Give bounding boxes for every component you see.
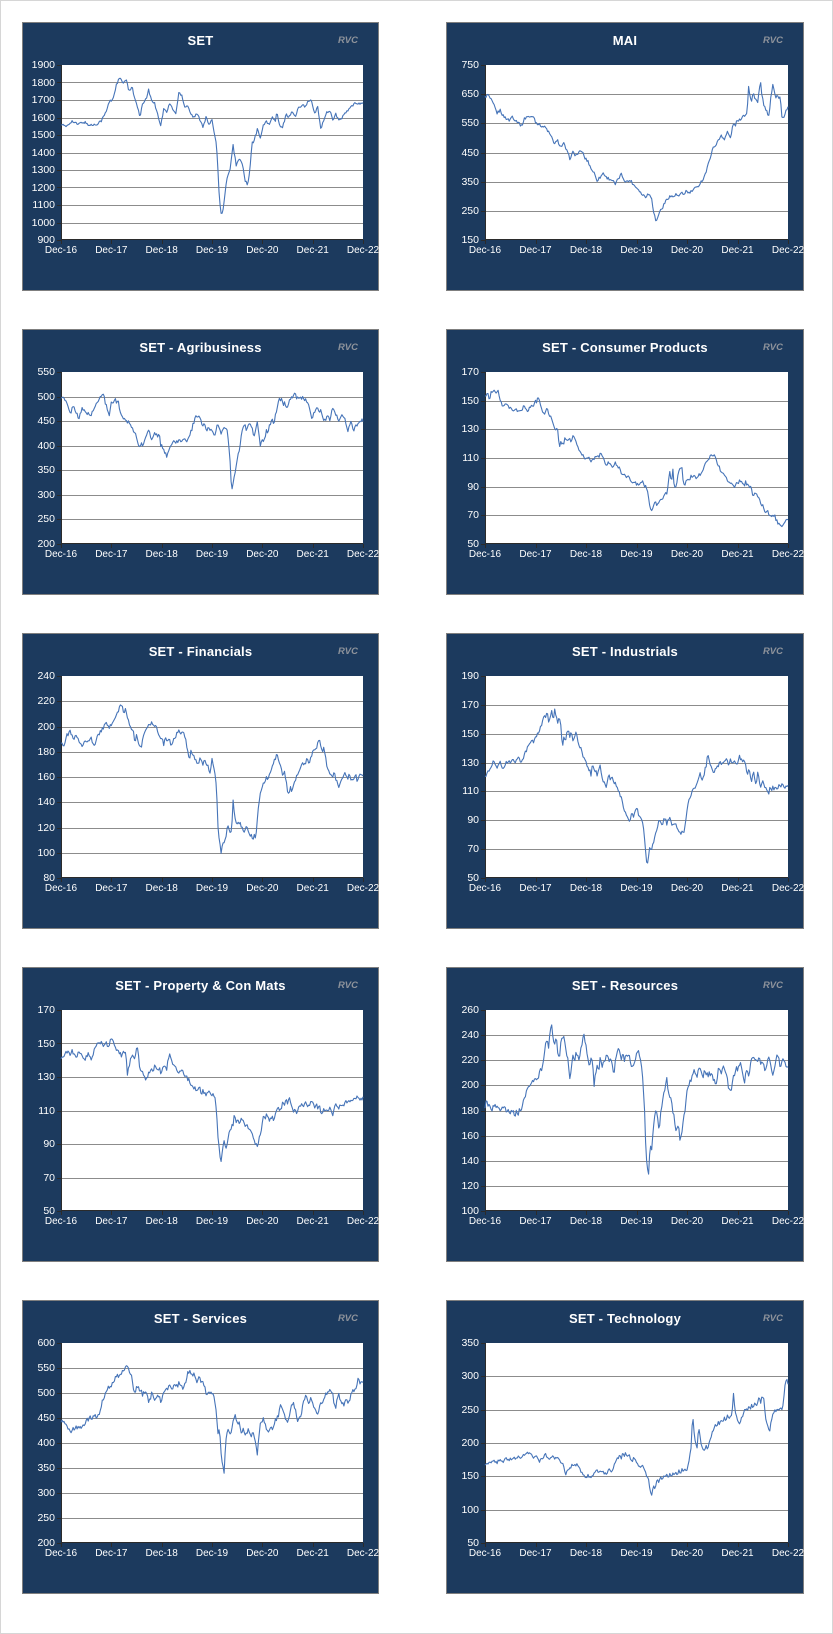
x-tick-label: Dec-18 xyxy=(569,1216,603,1227)
chart-panel xyxy=(446,967,804,1262)
y-tick-label: 750 xyxy=(461,59,479,71)
y-tick-label: 130 xyxy=(37,1071,55,1083)
y-tick-label: 190 xyxy=(461,670,479,682)
y-tick-label: 300 xyxy=(37,1487,55,1499)
x-tick-label: Dec-18 xyxy=(569,245,603,256)
y-tick-label: 550 xyxy=(37,366,55,378)
line-chart-svg xyxy=(61,1010,363,1211)
x-tick-label: Dec-20 xyxy=(246,549,279,560)
watermark-rvc: RVC xyxy=(337,35,358,46)
x-tick-label: Dec-18 xyxy=(145,245,178,256)
y-tick-label: 110 xyxy=(462,452,479,464)
y-tick-label: 50 xyxy=(43,1205,55,1217)
y-tick-label: 120 xyxy=(37,821,55,834)
x-tick-label: Dec-16 xyxy=(44,245,78,256)
chart-panel xyxy=(446,22,804,291)
y-tick-label: 200 xyxy=(461,1079,479,1092)
x-tick-label: Dec-20 xyxy=(246,245,279,256)
plot-background xyxy=(61,1010,363,1211)
y-tick-label: 200 xyxy=(37,720,55,733)
y-tick-label: 1600 xyxy=(31,111,55,124)
x-tick-label: Dec-17 xyxy=(519,245,552,256)
y-tick-label: 1400 xyxy=(31,146,55,159)
x-tick-label: Dec-20 xyxy=(670,549,704,560)
y-tick-label: 110 xyxy=(462,785,479,798)
x-tick-label: Dec-20 xyxy=(670,1216,704,1227)
line-chart-svg xyxy=(485,1343,788,1543)
y-tick-label: 150 xyxy=(461,727,479,740)
x-tick-label: Dec-20 xyxy=(670,245,704,256)
x-tick-label: Dec-16 xyxy=(44,1548,78,1559)
x-tick-label: Dec-17 xyxy=(95,245,128,256)
y-tick-label: 150 xyxy=(461,1470,479,1483)
y-tick-label: 350 xyxy=(461,175,479,188)
x-tick-label: Dec-21 xyxy=(721,245,754,256)
x-tick-label: Dec-21 xyxy=(721,549,754,560)
plot-background xyxy=(61,65,363,240)
x-tick-label: Dec-20 xyxy=(246,883,279,894)
y-tick-label: 140 xyxy=(37,796,55,809)
plot-background xyxy=(485,65,788,240)
y-tick-label: 260 xyxy=(461,1004,479,1016)
chart-title: SET - Resources xyxy=(571,978,679,993)
y-tick-label: 90 xyxy=(467,480,479,493)
y-tick-label: 500 xyxy=(37,390,55,403)
x-tick-label: Dec-16 xyxy=(468,549,502,560)
y-tick-label: 450 xyxy=(37,1412,55,1424)
watermark-rvc: RVC xyxy=(762,980,783,991)
x-tick-label: Dec-17 xyxy=(95,1216,128,1227)
chart-title: SET - Consumer Products xyxy=(542,340,708,355)
y-tick-label: 90 xyxy=(43,1138,55,1150)
x-tick-label: Dec-19 xyxy=(195,549,229,560)
x-tick-label: Dec-20 xyxy=(246,1548,279,1559)
x-tick-label: Dec-22 xyxy=(771,1548,805,1559)
x-tick-label: Dec-19 xyxy=(620,245,653,256)
y-tick-label: 1500 xyxy=(31,129,55,141)
x-tick-label: Dec-17 xyxy=(519,1548,552,1559)
y-tick-label: 100 xyxy=(461,1503,479,1516)
line-chart-svg xyxy=(61,65,363,240)
x-tick-label: Dec-16 xyxy=(468,245,502,256)
plot-background xyxy=(485,1010,788,1211)
y-tick-label: 250 xyxy=(37,513,55,526)
x-tick-label: Dec-20 xyxy=(246,1216,279,1227)
x-tick-label: Dec-21 xyxy=(296,1548,329,1559)
x-tick-label: Dec-19 xyxy=(195,883,229,894)
x-tick-label: Dec-21 xyxy=(296,1216,329,1227)
x-tick-label: Dec-18 xyxy=(569,1548,603,1559)
y-tick-label: 130 xyxy=(461,423,479,436)
chart-title: SET xyxy=(187,33,214,48)
x-tick-label: Dec-18 xyxy=(145,1216,178,1227)
x-tick-label: Dec-22 xyxy=(346,245,380,256)
y-tick-label: 120 xyxy=(461,1179,479,1192)
x-tick-label: Dec-20 xyxy=(670,883,704,894)
chart-panel xyxy=(22,329,379,595)
chart-panel xyxy=(446,1300,804,1594)
y-tick-label: 170 xyxy=(37,1004,55,1016)
chart-title: SET - Industrials xyxy=(572,644,678,659)
watermark-rvc: RVC xyxy=(337,342,358,353)
x-tick-label: Dec-21 xyxy=(296,549,329,560)
chart-panel xyxy=(22,633,379,929)
y-tick-label: 50 xyxy=(467,538,479,550)
x-tick-label: Dec-22 xyxy=(771,1216,805,1227)
watermark-rvc: RVC xyxy=(762,35,783,46)
line-chart-svg xyxy=(485,65,788,240)
x-tick-label: Dec-19 xyxy=(195,1216,229,1227)
x-tick-label: Dec-20 xyxy=(670,1548,704,1559)
chart-panel xyxy=(446,633,804,929)
x-tick-label: Dec-18 xyxy=(145,1548,178,1559)
x-tick-label: Dec-18 xyxy=(569,549,603,560)
y-tick-label: 400 xyxy=(37,1437,55,1449)
plot-background xyxy=(485,676,788,878)
y-tick-label: 650 xyxy=(461,88,479,101)
y-tick-label: 100 xyxy=(37,846,55,859)
y-tick-label: 600 xyxy=(37,1337,55,1349)
y-tick-label: 350 xyxy=(461,1337,479,1349)
y-tick-label: 1300 xyxy=(31,164,55,176)
y-tick-label: 100 xyxy=(461,1205,479,1217)
y-tick-label: 900 xyxy=(37,234,55,246)
y-tick-label: 350 xyxy=(37,464,55,477)
x-tick-label: Dec-16 xyxy=(468,883,502,894)
y-tick-label: 1100 xyxy=(32,199,55,211)
y-tick-label: 200 xyxy=(37,1537,55,1549)
charts-grid xyxy=(1,1,832,1594)
y-tick-label: 150 xyxy=(37,1037,55,1050)
y-tick-label: 1700 xyxy=(31,94,55,106)
x-tick-label: Dec-16 xyxy=(44,883,78,894)
x-tick-label: Dec-18 xyxy=(145,883,178,894)
y-tick-label: 140 xyxy=(461,1154,479,1167)
y-tick-label: 300 xyxy=(37,488,55,501)
x-tick-label: Dec-19 xyxy=(620,1548,653,1559)
watermark-rvc: RVC xyxy=(337,646,358,657)
chart-panel xyxy=(446,329,804,595)
y-tick-label: 70 xyxy=(467,509,479,522)
x-tick-label: Dec-16 xyxy=(468,1216,502,1227)
x-tick-label: Dec-22 xyxy=(346,549,380,560)
y-tick-label: 180 xyxy=(461,1104,479,1117)
y-tick-label: 200 xyxy=(37,538,55,550)
line-chart-svg xyxy=(485,1010,788,1211)
line-chart-svg xyxy=(61,372,363,544)
watermark-rvc: RVC xyxy=(337,1313,358,1324)
y-tick-label: 150 xyxy=(461,394,479,407)
chart-panel xyxy=(22,967,379,1262)
y-tick-label: 250 xyxy=(461,1403,479,1416)
y-tick-label: 1000 xyxy=(31,216,55,229)
x-tick-label: Dec-18 xyxy=(145,549,178,560)
x-tick-label: Dec-19 xyxy=(195,245,229,256)
x-tick-label: Dec-22 xyxy=(346,1548,380,1559)
y-tick-label: 160 xyxy=(461,1129,479,1142)
line-chart-svg xyxy=(485,372,788,544)
x-tick-label: Dec-22 xyxy=(346,883,380,894)
y-tick-label: 1800 xyxy=(31,76,55,89)
x-tick-label: Dec-22 xyxy=(346,1216,380,1227)
x-tick-label: Dec-19 xyxy=(620,549,653,560)
y-tick-label: 300 xyxy=(461,1370,479,1383)
line-chart-svg xyxy=(61,676,363,878)
x-tick-label: Dec-17 xyxy=(519,549,552,560)
y-tick-label: 80 xyxy=(43,872,55,884)
y-tick-label: 180 xyxy=(37,745,55,758)
x-tick-label: Dec-18 xyxy=(569,883,603,894)
line-chart-svg xyxy=(485,676,788,878)
x-tick-label: Dec-21 xyxy=(721,1216,754,1227)
y-tick-label: 240 xyxy=(461,1029,479,1042)
y-tick-label: 450 xyxy=(37,415,55,428)
x-tick-label: Dec-17 xyxy=(95,883,128,894)
y-tick-label: 150 xyxy=(461,234,479,246)
y-tick-label: 350 xyxy=(37,1462,55,1474)
x-tick-label: Dec-16 xyxy=(44,549,78,560)
y-tick-label: 170 xyxy=(461,366,479,378)
y-tick-label: 170 xyxy=(461,698,479,711)
y-tick-label: 550 xyxy=(37,1362,55,1374)
x-tick-label: Dec-19 xyxy=(195,1548,229,1559)
y-tick-label: 400 xyxy=(37,439,55,452)
y-tick-label: 250 xyxy=(461,204,479,217)
x-tick-label: Dec-21 xyxy=(296,245,329,256)
watermark-rvc: RVC xyxy=(337,980,358,991)
y-tick-label: 450 xyxy=(461,146,479,159)
x-tick-label: Dec-22 xyxy=(771,883,805,894)
x-tick-label: Dec-17 xyxy=(95,549,128,560)
y-tick-label: 550 xyxy=(461,117,479,130)
x-tick-label: Dec-21 xyxy=(296,883,329,894)
chart-title: SET - Technology xyxy=(568,1311,682,1326)
chart-panel xyxy=(22,1300,379,1594)
chart-title: SET - Agribusiness xyxy=(139,340,262,355)
x-tick-label: Dec-16 xyxy=(468,1548,502,1559)
x-tick-label: Dec-17 xyxy=(95,1548,128,1559)
chart-title: SET - Services xyxy=(153,1311,248,1326)
chart-title: SET - Financials xyxy=(148,644,253,659)
x-tick-label: Dec-22 xyxy=(771,549,805,560)
y-tick-label: 500 xyxy=(37,1387,55,1399)
watermark-rvc: RVC xyxy=(762,646,783,657)
x-tick-label: Dec-21 xyxy=(721,883,754,894)
x-tick-label: Dec-22 xyxy=(771,245,805,256)
y-tick-label: 110 xyxy=(38,1104,55,1117)
x-tick-label: Dec-17 xyxy=(519,883,552,894)
y-tick-label: 1200 xyxy=(31,181,55,194)
y-tick-label: 90 xyxy=(467,814,479,827)
y-tick-label: 70 xyxy=(467,843,479,856)
y-tick-label: 250 xyxy=(37,1512,55,1524)
x-tick-label: Dec-19 xyxy=(620,883,653,894)
y-tick-label: 160 xyxy=(37,771,55,783)
x-tick-label: Dec-17 xyxy=(519,1216,552,1227)
y-tick-label: 50 xyxy=(467,872,479,884)
line-chart-svg xyxy=(61,1343,363,1543)
chart-title: MAI xyxy=(612,33,638,48)
y-tick-label: 200 xyxy=(461,1437,479,1449)
x-tick-label: Dec-19 xyxy=(620,1216,653,1227)
chart-title: SET - Property & Con Mats xyxy=(115,978,286,993)
y-tick-label: 130 xyxy=(461,756,479,769)
y-tick-label: 70 xyxy=(43,1171,55,1184)
y-tick-label: 220 xyxy=(461,1054,479,1067)
watermark-rvc: RVC xyxy=(762,1313,783,1324)
chart-panel xyxy=(22,22,379,291)
y-tick-label: 50 xyxy=(467,1537,479,1549)
y-tick-label: 1900 xyxy=(31,59,55,71)
y-tick-label: 220 xyxy=(37,695,55,708)
x-tick-label: Dec-16 xyxy=(44,1216,78,1227)
x-tick-label: Dec-21 xyxy=(721,1548,754,1559)
y-tick-label: 240 xyxy=(37,670,55,682)
watermark-rvc: RVC xyxy=(762,342,783,353)
